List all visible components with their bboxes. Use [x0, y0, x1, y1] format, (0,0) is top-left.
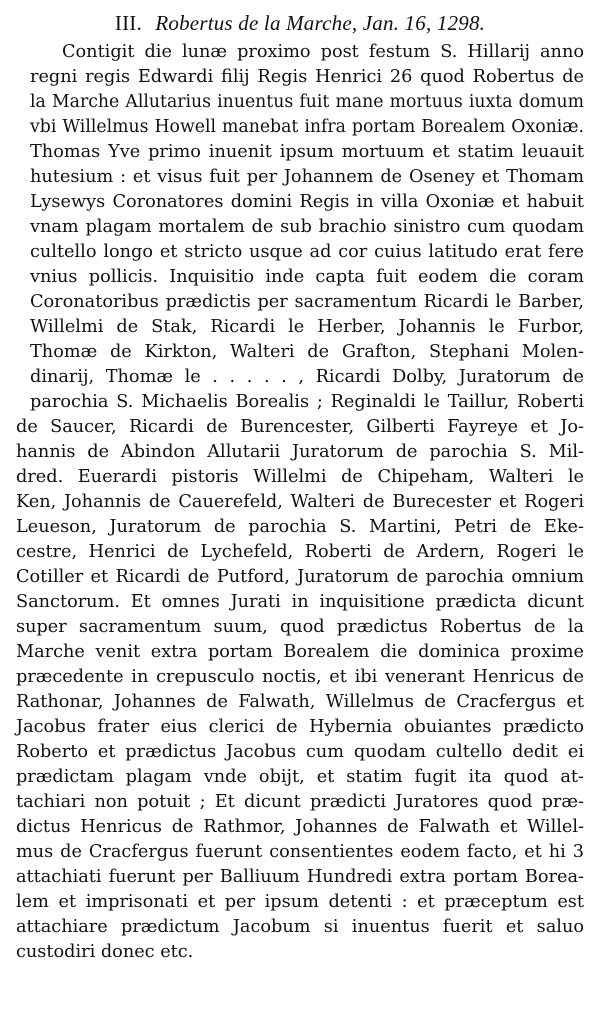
- text-line: attachiare prædictum Jacobum si inuentus fuerit et saluo: [16, 917, 584, 937]
- section-heading: [16, 8, 584, 38]
- text-line: dred. Euerardi pistoris Willelmi de Chipeham, Walteri le: [16, 467, 584, 487]
- text-line: prædictam plagam vnde obijt, et statim fugit ita quod at-: [16, 767, 584, 787]
- text-line: præcedente in crepusculo noctis, et ibi venerant Henricus de: [16, 667, 584, 687]
- indented-block: [16, 40, 584, 415]
- section-title: Robertus de la Marche, Jan. 16, 1298.: [155, 11, 486, 35]
- text-line: hutesium : et visus fuit per Johannem de Oseney et Thomam: [30, 167, 584, 187]
- text-line: hannis de Abindon Allutarii Juratorum de parochia S. Mil-: [16, 442, 584, 462]
- text-line: de Saucer, Ricardi de Burencester, Gilberti Fayreye et Jo-: [16, 417, 584, 437]
- text-line: super sacramentum suum, quod prædictus Robertus de la: [16, 617, 584, 637]
- text-line: vnam plagam mortalem de sub brachio sinistro cum quodam: [30, 217, 584, 237]
- text-line: la Marche Allutarius inuentus fuit mane mortuus iuxta domum: [30, 92, 584, 112]
- text-line: Willelmi de Stak, Ricardi le Herber, Johannis le Furbor,: [30, 317, 584, 337]
- text-line: regni regis Edwardi filij Regis Henrici 26 quod Robertus de: [30, 67, 584, 87]
- text-line: Jacobus frater eius clerici de Hybernia obuiantes prædicto: [16, 717, 584, 737]
- text-line: Rathonar, Johannes de Falwath, Willelmus de Cracfergus et: [16, 692, 584, 712]
- text-line: custodiri donec etc.: [16, 942, 194, 962]
- text-line: mus de Cracfergus fuerunt consentientes eodem facto, et hi 3: [16, 842, 584, 862]
- text-line: Contigit die lunæ proximo post festum S. Hillarij anno: [62, 42, 584, 62]
- section-number: III.: [114, 11, 142, 35]
- text-line: Thomas Yve primo inuenit ipsum mortuum et statim leuauit: [30, 142, 584, 162]
- text-line: cultello longo et stricto usque ad cor cuius latitudo erat fere: [30, 242, 584, 262]
- text-line: lem et imprisonati et per ipsum detenti : et præceptum est: [16, 892, 584, 912]
- text-line: Thomæ de Kirkton, Walteri de Grafton, Stephani Molen-: [30, 342, 584, 362]
- text-line: dinarij, Thomæ le . . . . . , Ricardi Dolby, Juratorum de: [30, 367, 584, 387]
- text-line: Lysewys Coronatores domini Regis in villa Oxoniæ et habuit: [30, 192, 584, 212]
- text-line: vnius pollicis. Inquisitio inde capta fuit eodem die coram: [30, 267, 584, 287]
- full-width-block: [16, 415, 584, 965]
- text-line: parochia S. Michaelis Borealis ; Reginaldi le Taillur, Roberti: [30, 392, 584, 412]
- text-line: tachiari non potuit ; Et dicunt prædicti Juratores quod præ-: [16, 792, 584, 812]
- text-line: Coronatoribus prædictis per sacramentum Ricardi le Barber,: [30, 292, 584, 312]
- text-line: attachiati fuerunt per Balliuum Hundredi extra portam Borea-: [16, 867, 584, 887]
- text-line: Ken, Johannis de Cauerefeld, Walteri de Burecester et Rogeri: [16, 492, 584, 512]
- text-line: dictus Henricus de Rathmor, Johannes de Falwath et Willel-: [16, 817, 584, 837]
- text-line: Roberto et prædictus Jacobus cum quodam cultello dedit ei: [16, 742, 584, 762]
- text-line: Cotiller et Ricardi de Putford, Juratorum de parochia omnium: [16, 567, 584, 587]
- text-line: Leueson, Juratorum de parochia S. Martini, Petri de Eke-: [16, 517, 584, 537]
- text-line: vbi Willelmus Howell manebat infra portam Borealem Oxoniæ.: [30, 117, 584, 137]
- text-line: cestre, Henrici de Lychefeld, Roberti de Ardern, Rogeri le: [16, 542, 584, 562]
- record-text: [16, 40, 584, 965]
- text-line: Marche venit extra portam Borealem die dominica proxime: [16, 642, 584, 662]
- text-line: Sanctorum. Et omnes Jurati in inquisitione prædicta dicunt: [16, 592, 584, 612]
